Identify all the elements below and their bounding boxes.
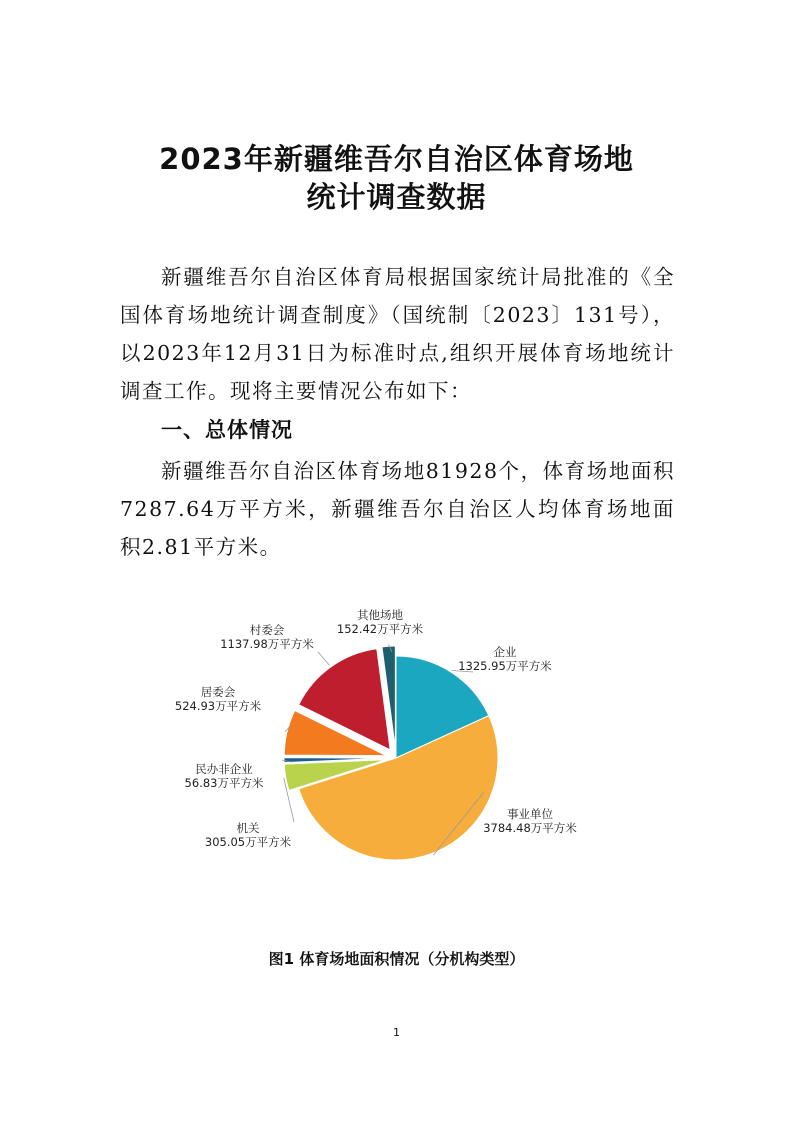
overview-paragraph: 新疆维吾尔自治区体育场地81928个，体育场地面积7287.64万平方米，新疆维吾尔自治区人均体育场地面积2.81平方米。 bbox=[120, 459, 675, 559]
slice-name-label-2: 机关 bbox=[236, 821, 260, 835]
slice-value-label-6: 152.42万平方米 bbox=[336, 622, 424, 636]
slice-name-label-4: 居委会 bbox=[200, 685, 236, 699]
slice-value-label-1: 3784.48万平方米 bbox=[483, 821, 577, 835]
slice-value-label-2: 305.05万平方米 bbox=[204, 835, 292, 849]
slice-name-label-5: 村委会 bbox=[249, 623, 285, 637]
figure-caption: 图1 体育场地面积情况（分机构类型） bbox=[268, 950, 525, 968]
document-title-line1: 2023年新疆维吾尔自治区体育场地 bbox=[159, 142, 634, 176]
section-heading: 一、总体情况 bbox=[161, 418, 293, 442]
page-number: 1 bbox=[393, 1026, 400, 1039]
slice-value-label-0: 1325.95万平方米 bbox=[458, 659, 552, 673]
document-title-line2: 统计调查数据 bbox=[306, 180, 487, 214]
pie-chart bbox=[160, 600, 620, 900]
slice-name-label-1: 事业单位 bbox=[507, 807, 553, 821]
leader-line-5 bbox=[318, 652, 330, 665]
slice-value-label-3: 56.83万平方米 bbox=[184, 776, 264, 790]
slice-value-label-4: 524.93万平方米 bbox=[174, 699, 262, 713]
slice-name-label-3: 民办非企业 bbox=[195, 762, 253, 776]
slice-name-label-0: 企业 bbox=[493, 645, 517, 659]
slice-name-label-6: 其他场地 bbox=[357, 608, 403, 622]
slice-value-label-5: 1137.98万平方米 bbox=[220, 637, 314, 651]
intro-paragraph: 新疆维吾尔自治区体育局根据国家统计局批准的《全国体育场地统计调查制度》（国统制〔2023〕131号），以2023年12月31日为标准时点,组织开展体育场地统计调查工作。现将主要情况公布如下： bbox=[120, 265, 675, 403]
